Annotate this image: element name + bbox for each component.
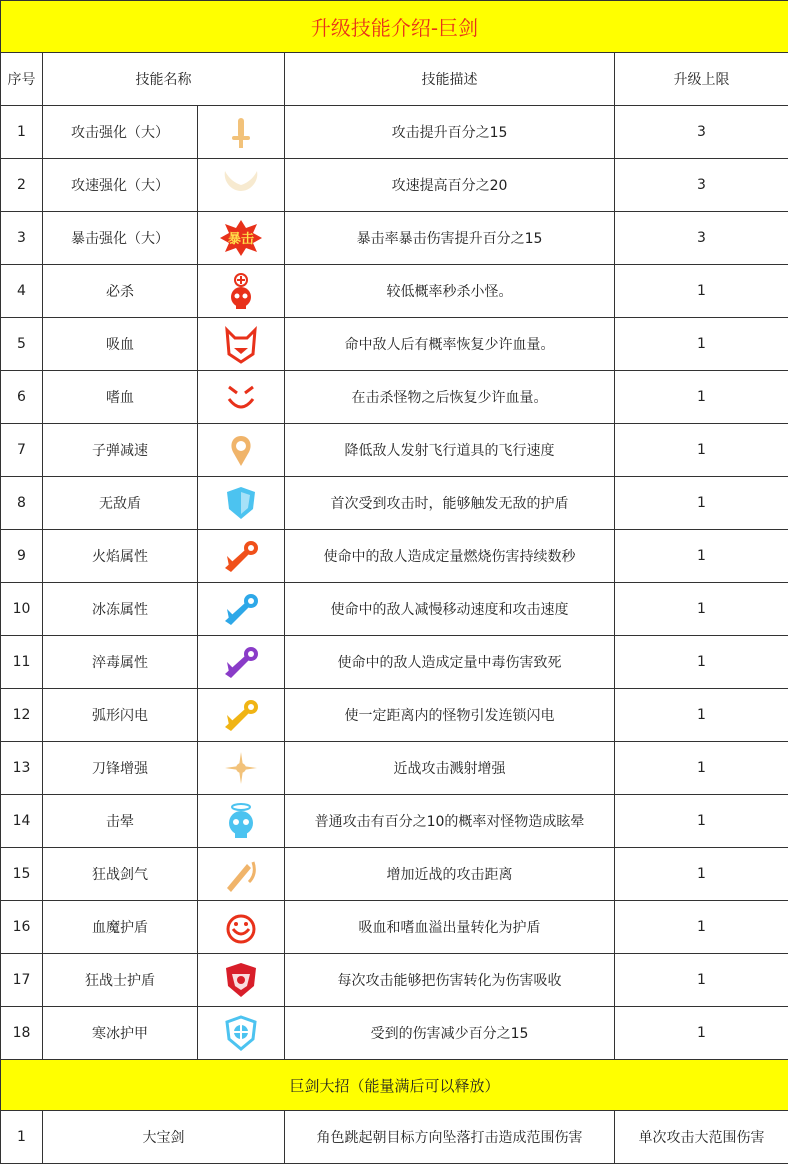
ultimate-limit: 单次攻击大范围伤害 <box>615 1111 788 1164</box>
ice-sword-icon <box>198 589 284 629</box>
skill-index: 1 <box>1 106 43 159</box>
skill-icon-cell <box>198 371 285 424</box>
table-row <box>1 742 788 795</box>
table-row <box>1 371 788 424</box>
skill-icon-cell <box>198 530 285 583</box>
header-name: 技能名称 <box>43 53 285 106</box>
table-row <box>1 530 788 583</box>
skill-desc: 受到的伤害减少百分之15 <box>285 1007 615 1060</box>
skill-desc: 普通攻击有百分之10的概率对怪物造成眩晕 <box>285 795 615 848</box>
table-row <box>1 477 788 530</box>
skill-icon-cell <box>198 848 285 901</box>
demon-grin-icon <box>198 377 284 417</box>
skill-limit: 1 <box>615 477 788 530</box>
skill-icon-cell <box>198 159 285 212</box>
skill-index: 8 <box>1 477 43 530</box>
sword-aura-icon <box>198 854 284 894</box>
skill-limit: 1 <box>615 689 788 742</box>
bullet-slow-icon <box>198 430 284 470</box>
table-row <box>1 424 788 477</box>
skill-icon-cell <box>198 106 285 159</box>
skill-name: 冰冻属性 <box>43 583 198 636</box>
skill-desc: 使命中的敌人造成定量中毒伤害致死 <box>285 636 615 689</box>
ultimate-row <box>1 1111 788 1164</box>
skill-icon-cell <box>198 901 285 954</box>
table-row <box>1 795 788 848</box>
skill-limit: 1 <box>615 901 788 954</box>
skill-icon-cell <box>198 795 285 848</box>
table-row <box>1 583 788 636</box>
skill-limit: 3 <box>615 159 788 212</box>
skill-index: 18 <box>1 1007 43 1060</box>
skill-index: 13 <box>1 742 43 795</box>
skill-icon-cell <box>198 477 285 530</box>
table-row <box>1 1007 788 1060</box>
skill-desc: 使一定距离内的怪物引发连锁闪电 <box>285 689 615 742</box>
skill-icon-cell <box>198 636 285 689</box>
crit-burst-icon <box>198 218 284 258</box>
skill-index: 2 <box>1 159 43 212</box>
skill-name: 淬毒属性 <box>43 636 198 689</box>
skill-icon-cell <box>198 424 285 477</box>
skill-limit: 1 <box>615 1007 788 1060</box>
poison-sword-icon <box>198 642 284 682</box>
skill-limit: 1 <box>615 636 788 689</box>
skill-desc: 吸血和嗜血溢出量转化为护盾 <box>285 901 615 954</box>
skill-name: 子弹减速 <box>43 424 198 477</box>
skill-icon-cell <box>198 689 285 742</box>
table-row <box>1 318 788 371</box>
ultimate-section-row <box>1 1060 788 1111</box>
skill-name: 血魔护盾 <box>43 901 198 954</box>
skill-desc: 命中敌人后有概率恢复少许血量。 <box>285 318 615 371</box>
ultimate-desc: 角色跳起朝目标方向坠落打击造成范围伤害 <box>285 1111 615 1164</box>
skill-limit: 1 <box>615 265 788 318</box>
demon-face-icon <box>198 324 284 364</box>
skill-icon-cell <box>198 1007 285 1060</box>
skill-desc: 攻速提高百分之20 <box>285 159 615 212</box>
skill-index: 4 <box>1 265 43 318</box>
skill-desc: 使命中的敌人造成定量燃烧伤害持续数秒 <box>285 530 615 583</box>
skill-limit: 1 <box>615 583 788 636</box>
skill-icon-cell <box>198 212 285 265</box>
skill-index: 6 <box>1 371 43 424</box>
table-row <box>1 636 788 689</box>
skill-index: 11 <box>1 636 43 689</box>
skill-index: 16 <box>1 901 43 954</box>
skill-index: 17 <box>1 954 43 1007</box>
skill-name: 击晕 <box>43 795 198 848</box>
skill-desc: 近战攻击溅射增强 <box>285 742 615 795</box>
skill-desc: 首次受到攻击时，能够触发无敌的护盾 <box>285 477 615 530</box>
skill-name: 弧形闪电 <box>43 689 198 742</box>
skill-icon-cell <box>198 742 285 795</box>
skill-limit: 1 <box>615 848 788 901</box>
skill-icon-cell <box>198 318 285 371</box>
shield-icon <box>198 483 284 523</box>
skill-limit: 1 <box>615 795 788 848</box>
blade-burst-icon <box>198 748 284 788</box>
skill-name: 攻速强化（大） <box>43 159 198 212</box>
skill-name: 攻击强化（大） <box>43 106 198 159</box>
skill-limit: 1 <box>615 530 788 583</box>
skill-name: 寒冰护甲 <box>43 1007 198 1060</box>
table-row <box>1 689 788 742</box>
skill-index: 14 <box>1 795 43 848</box>
stun-skull-icon <box>198 801 284 841</box>
skill-desc: 暴击率暴击伤害提升百分之15 <box>285 212 615 265</box>
skill-name: 必杀 <box>43 265 198 318</box>
skill-name: 狂战士护盾 <box>43 954 198 1007</box>
skill-limit: 1 <box>615 371 788 424</box>
table-row <box>1 954 788 1007</box>
skill-limit: 1 <box>615 318 788 371</box>
skill-desc: 每次攻击能够把伤害转化为伤害吸收 <box>285 954 615 1007</box>
frost-shield-icon <box>198 1013 284 1053</box>
skill-name: 暴击强化（大） <box>43 212 198 265</box>
skill-desc: 在击杀怪物之后恢复少许血量。 <box>285 371 615 424</box>
fire-sword-icon <box>198 536 284 576</box>
skill-icon-cell <box>198 265 285 318</box>
header-row <box>1 53 788 106</box>
skill-name: 吸血 <box>43 318 198 371</box>
skill-index: 3 <box>1 212 43 265</box>
header-index: 序号 <box>1 53 43 106</box>
skill-index: 5 <box>1 318 43 371</box>
berserker-shield-icon <box>198 960 284 1000</box>
skill-desc: 增加近战的攻击距离 <box>285 848 615 901</box>
table-row <box>1 265 788 318</box>
skill-name: 刀锋增强 <box>43 742 198 795</box>
skill-index: 9 <box>1 530 43 583</box>
table-row <box>1 901 788 954</box>
header-desc: 技能描述 <box>285 53 615 106</box>
skill-limit: 3 <box>615 212 788 265</box>
skill-name: 狂战剑气 <box>43 848 198 901</box>
table-row <box>1 106 788 159</box>
ultimate-index: 1 <box>1 1111 43 1164</box>
skill-name: 火焰属性 <box>43 530 198 583</box>
skill-limit: 1 <box>615 742 788 795</box>
svg-text:暴击: 暴击 <box>227 232 255 247</box>
table-row <box>1 159 788 212</box>
skill-name: 无敌盾 <box>43 477 198 530</box>
skill-icon-cell <box>198 583 285 636</box>
table-row <box>1 848 788 901</box>
skill-index: 7 <box>1 424 43 477</box>
header-limit: 升级上限 <box>615 53 788 106</box>
skill-name: 嗜血 <box>43 371 198 424</box>
skill-desc: 较低概率秒杀小怪。 <box>285 265 615 318</box>
ultimate-name: 大宝剑 <box>43 1111 285 1164</box>
skill-icon-cell <box>198 954 285 1007</box>
skill-desc: 使命中的敌人减慢移动速度和攻击速度 <box>285 583 615 636</box>
wings-icon <box>198 165 284 205</box>
skill-index: 15 <box>1 848 43 901</box>
skill-desc: 降低敌人发射飞行道具的飞行速度 <box>285 424 615 477</box>
lightning-sword-icon <box>198 695 284 735</box>
table-row <box>1 212 788 265</box>
skill-limit: 3 <box>615 106 788 159</box>
skull-plus-icon <box>198 271 284 311</box>
skill-index: 12 <box>1 689 43 742</box>
skill-limit: 1 <box>615 424 788 477</box>
ultimate-section-title: 巨剑大招（能量满后可以释放） <box>1 1060 788 1111</box>
skill-desc: 攻击提升百分之15 <box>285 106 615 159</box>
page-title: 升级技能介绍-巨剑 <box>1 1 788 53</box>
sword-icon <box>198 112 284 152</box>
skill-index: 10 <box>1 583 43 636</box>
blood-devil-icon <box>198 907 284 947</box>
skill-limit: 1 <box>615 954 788 1007</box>
